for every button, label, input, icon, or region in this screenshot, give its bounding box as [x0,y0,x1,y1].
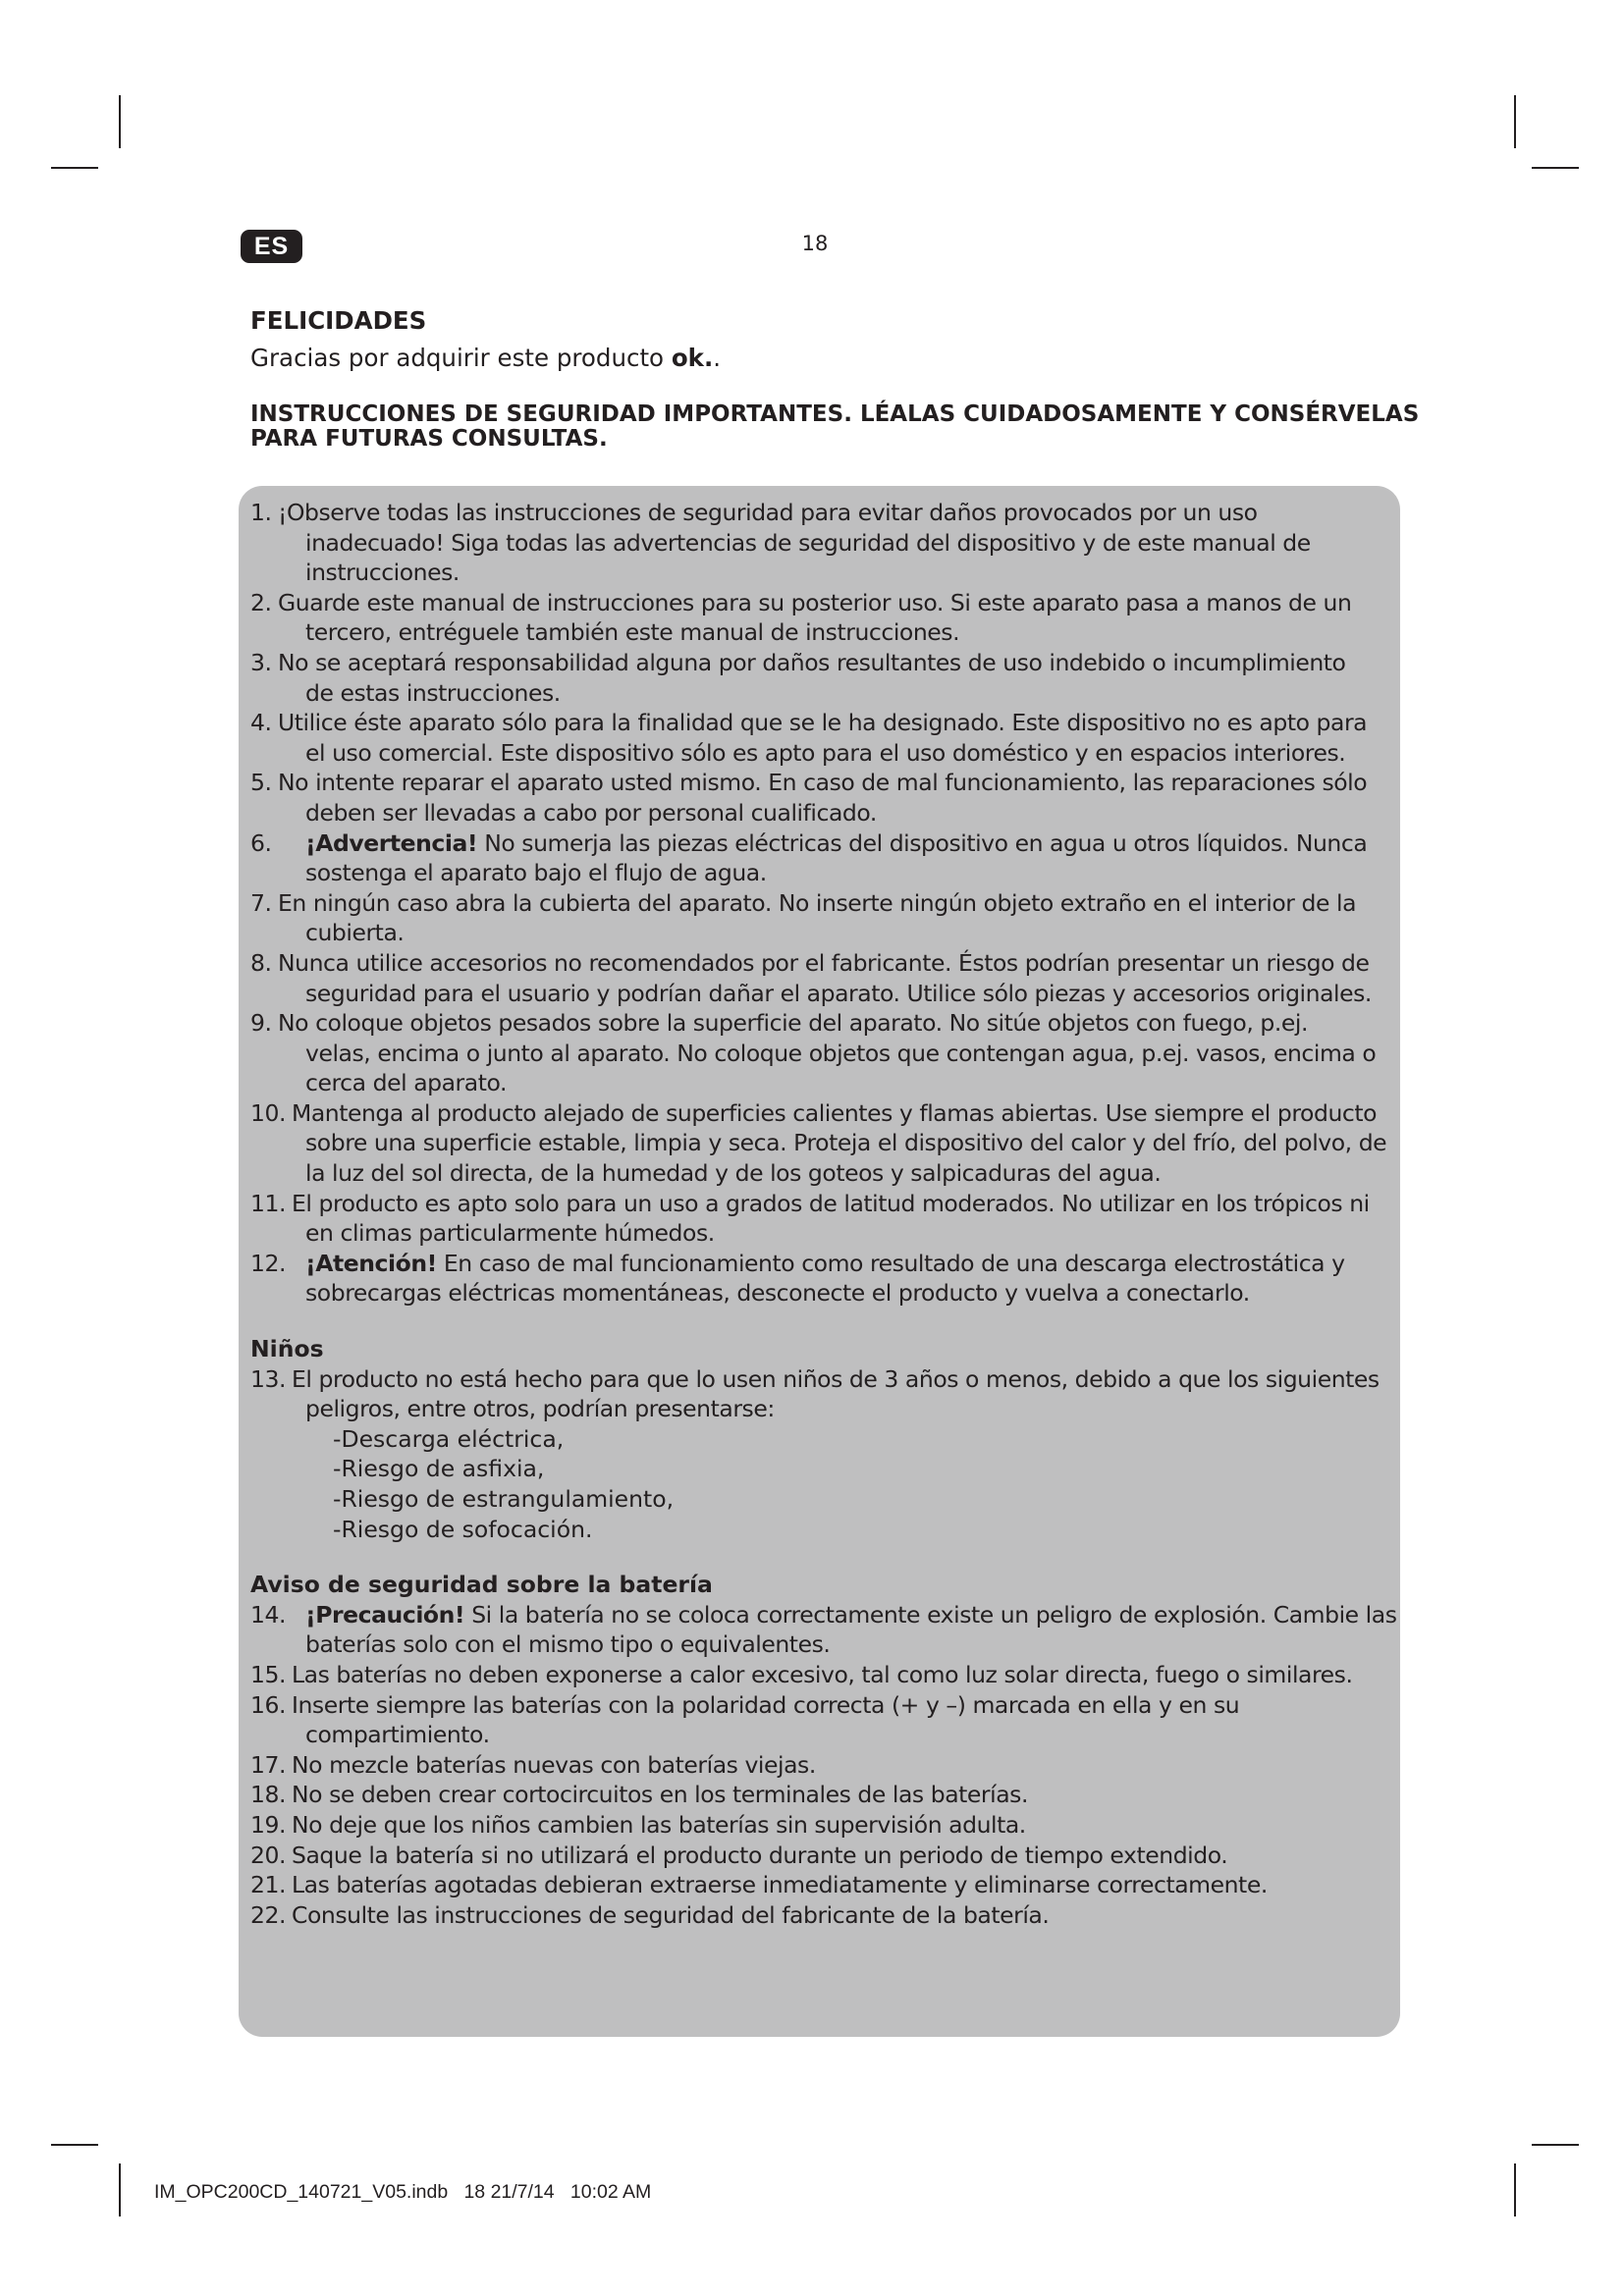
list-item [250,1870,1389,1900]
item-line: cerca del aparato. [305,1069,508,1097]
item-number: 17. [250,1750,287,1779]
item-line: peligros, entre otros, podrían presentarse: [305,1395,775,1423]
item-number: 19. [250,1810,287,1839]
item-line: velas, encima o junto al aparato. No coloque objetos que contengan agua, p.ej. vasos, encima o [305,1039,1377,1067]
page-title: FELICIDADES [250,306,427,335]
list-item [250,768,1389,828]
item-number: 11. [250,1189,287,1217]
item-emphasis: ¡Atención! [305,1249,437,1277]
item-number: 3. [250,648,272,676]
item-line: instrucciones. [305,559,460,587]
item-number: 8. [250,948,272,977]
item-line: seguridad para el usuario y podrían dañar el aparato. Utilice sólo piezas y accesorios originales. [305,979,1372,1007]
list-item [250,948,1389,1008]
crop-mark [1532,2144,1579,2146]
item-line: ¡Atención! En caso de mal funcionamiento como resultado de una descarga electrostática y [305,1249,1345,1277]
item-line: inadecuado! Siga todas las advertencias de seguridad del dispositivo y de este manual de [305,528,1311,557]
crop-mark [1532,167,1579,169]
list-item [250,1249,1389,1308]
list-item [250,1690,1389,1750]
item-number: 5. [250,769,272,797]
list-item [250,1008,1389,1098]
item-line: Utilice éste aparato sólo para la finalidad que se le ha designado. Este dispositivo no es apto para [278,709,1368,737]
hazard-item: -Descarga eléctrica, [333,1424,565,1453]
item-line: Consulte las instrucciones de seguridad del fabricante de la batería. [292,1900,1050,1929]
list-item [250,1189,1389,1249]
battery-heading: Aviso de seguridad sobre la batería [250,1571,713,1599]
item-number: 13. [250,1364,287,1393]
list-item [250,1810,1389,1841]
item-line: No deje que los niños cambien las baterías sin supervisión adulta. [292,1810,1026,1839]
item-line: el uso comercial. Este dispositivo sólo es apto para el uso doméstico y en espacios interiores. [305,738,1346,767]
item-line: tercero, entréguele también este manual de instrucciones. [305,618,960,647]
list-item [250,1841,1389,1871]
list-item [250,1780,1389,1810]
item-emphasis: ¡Advertencia! [305,828,478,857]
item-line: compartimiento. [305,1721,490,1749]
crop-mark [119,2163,121,2216]
item-number: 16. [250,1690,287,1719]
item-line: ¡Advertencia! No sumerja las piezas eléctricas del dispositivo en agua u otros líquidos. Nunca [305,828,1368,857]
item-line: Mantenga al producto alejado de superficies calientes y flamas abiertas. Use siempre el producto [292,1098,1378,1127]
item-line: sobre una superficie estable, limpia y seca. Proteja el dispositivo del calor y del frío, del polvo, de [305,1129,1387,1157]
item-number: 20. [250,1841,287,1869]
item-number: 12. [250,1249,287,1277]
list-item [250,888,1389,948]
item-line: ¡Precaución! Si la batería no se coloca correctamente existe un peligro de explosión. Cambie las [305,1600,1397,1629]
crop-mark [1514,2163,1516,2216]
hazard-item: -Riesgo de asfixia, [333,1455,545,1483]
language-badge: ES [241,230,302,263]
item-line: baterías solo con el mismo tipo o equivalentes. [305,1630,831,1659]
item-number: 2. [250,588,272,616]
item-line: No intente reparar el aparato usted mismo. En caso de mal funcionamiento, las reparaciones sólo [278,769,1368,797]
item-line: Saque la batería si no utilizará el producto durante un periodo de tiempo extendido. [292,1841,1228,1869]
hazard-item: -Riesgo de sofocación. [333,1515,593,1543]
item-number: 6. [250,828,272,857]
safety-list [250,498,1397,1930]
item-number: 7. [250,888,272,917]
crop-mark [51,167,98,169]
safety-heading: INSTRUCCIONES DE SEGURIDAD IMPORTANTES. LÉALAS CUIDADOSAMENTE Y CONSÉRVELAS PARA FUTURAS CONSULTAS. [250,401,1420,452]
list-item [250,648,1389,708]
crop-mark [51,2144,98,2146]
item-number: 14. [250,1600,287,1629]
list-item [250,498,1389,588]
item-line: cubierta. [305,919,405,947]
item-number: 18. [250,1781,287,1809]
brand-name: ok. [671,344,714,372]
item-line: El producto es apto solo para un uso a grados de latitud moderados. No utilizar en los trópicos ni [292,1189,1370,1217]
item-number: 10. [250,1098,287,1127]
item-number: 22. [250,1900,287,1929]
item-line: en climas particularmente húmedos. [305,1219,715,1248]
item-number: 15. [250,1660,287,1688]
list-item [250,1750,1389,1781]
list-item [250,1098,1389,1189]
item-number: 21. [250,1871,287,1899]
crop-mark [119,95,121,148]
item-number: 1. [250,499,272,526]
item-line: No se aceptará responsabilidad alguna por daños resultantes de uso indebido o incumplimiento [278,648,1346,676]
hazard-item: -Riesgo de estrangulamiento, [333,1485,675,1513]
item-line: Las baterías no deben exponerse a calor excesivo, tal como luz solar directa, fuego o similares. [292,1660,1353,1688]
crop-mark [1514,95,1516,148]
list-item [250,1660,1389,1690]
item-emphasis: ¡Precaución! [305,1600,465,1629]
item-line: la luz del sol directa, de la humedad y de los goteos y salpicaduras del agua. [305,1159,1162,1188]
item-line: Inserte siempre las baterías con la polaridad correcta (+ y –) marcada en ella y en su [292,1690,1240,1719]
list-item [250,708,1389,768]
item-line: de estas instrucciones. [305,678,561,707]
item-number: 4. [250,709,272,737]
item-line: sobrecargas eléctricas momentáneas, desconecte el producto y vuelva a conectarlo. [305,1279,1250,1308]
item-line: sostenga el aparato bajo el flujo de agua. [305,859,767,887]
item-line: En ningún caso abra la cubierta del aparato. No inserte ningún objeto extraño en el interior de la [278,888,1357,917]
list-item [250,1900,1389,1931]
item-line: No mezcle baterías nuevas con baterías viejas. [292,1750,816,1779]
item-line: El producto no está hecho para que lo usen niños de 3 años o menos, debido a que los siguientes [292,1364,1380,1393]
list-item [250,588,1389,648]
item-line: deben ser llevadas a cabo por personal cualificado. [305,798,877,827]
list-item [250,828,1389,888]
children-heading: Niños [250,1335,324,1363]
item-line: ¡Observe todas las instrucciones de seguridad para evitar daños provocados por un uso [278,499,1258,526]
item-line: Nunca utilice accesorios no recomendados por el fabricante. Éstos podrían presentar un riesgo de [278,948,1370,977]
thanks-line: Gracias por adquirir este producto ok.. [250,344,722,372]
item-line: Las baterías agotadas debieran extraerse inmediatamente y eliminarse correctamente. [292,1871,1268,1899]
list-item [250,1600,1397,1660]
item-number: 9. [250,1009,272,1038]
list-item [250,1364,1389,1424]
item-line: No se deben crear cortocircuitos en los terminales de las baterías. [292,1781,1028,1809]
item-line: Guarde este manual de instrucciones para su posterior uso. Si este aparato pasa a manos de un [278,588,1352,616]
print-imprint: IM_OPC200CD_140721_V05.indb 18 21/7/14 10:02 AM [154,2181,652,2203]
page-number: 18 [801,232,829,255]
item-line: No coloque objetos pesados sobre la superficie del aparato. No sitúe objetos con fuego, p.ej. [278,1009,1308,1038]
